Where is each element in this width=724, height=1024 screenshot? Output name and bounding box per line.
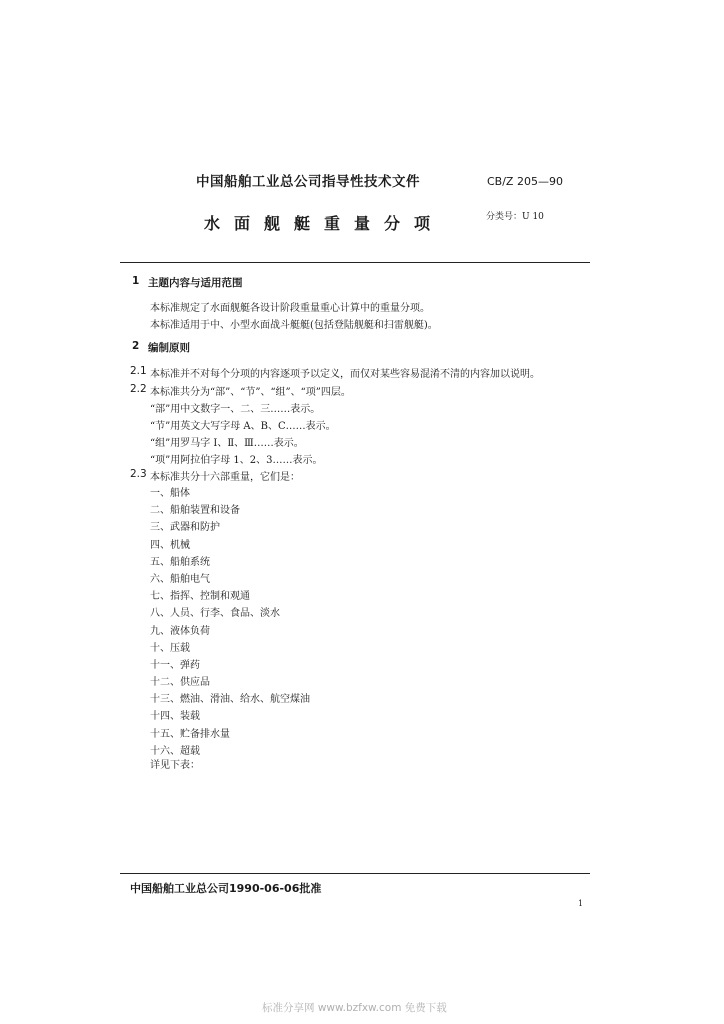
list-item: 八、人员、行李、食品、淡水 xyxy=(150,608,280,620)
list-item: 十四、装载 xyxy=(150,711,200,723)
section-2-number: 2 xyxy=(132,340,140,352)
list-item: 一、船体 xyxy=(150,488,190,499)
clause-2-3-text: 本标准共分十六部重量，它们是： xyxy=(150,472,300,483)
classification-number: 分类号：U 10 xyxy=(486,212,544,222)
list-item: 九、液体负荷 xyxy=(150,625,210,637)
list-item: 五、船舶系统 xyxy=(150,556,210,568)
list-item: 十三、燃油、滑油、给水、航空煤油 xyxy=(150,694,310,706)
issuing-organization: 中国船舶工业总公司指导性技术文件 xyxy=(196,174,420,190)
section-1-paragraph: 本标准规定了水面舰艇各设计阶段重量重心计算中的重量分项。 xyxy=(150,303,430,314)
page-number: 1 xyxy=(578,899,584,908)
section-2-heading: 编制原则 xyxy=(148,342,190,354)
weight-group-list xyxy=(150,485,310,760)
list-item: 三、武器和防护 xyxy=(150,522,220,534)
clause-2-1-number: 2.1 xyxy=(130,365,147,377)
list-item: 十二、供应品 xyxy=(150,677,210,689)
watermark-text: 标准分享网 www.bzfxw.com 免费下载 xyxy=(262,1002,447,1014)
clause-2-2-line: “组”用罗马字 Ⅰ、Ⅱ、Ⅲ……表示。 xyxy=(150,438,304,449)
list-item: 六、船舶电气 xyxy=(150,573,210,585)
list-item: 二、船舶装置和设备 xyxy=(150,505,240,517)
footer-rule xyxy=(120,873,590,874)
clause-2-2-line: “节”用英文大写字母 A、B、C……表示。 xyxy=(150,421,336,432)
clause-2-3-number: 2.3 xyxy=(130,468,147,480)
header-rule xyxy=(120,262,590,263)
section-1-paragraph: 本标准适用于中、小型水面战斗艇艇(包括登陆舰艇和扫雷舰艇)。 xyxy=(150,320,438,331)
list-item: 十一、弹药 xyxy=(150,659,200,671)
list-item: 十六、超载 xyxy=(150,745,200,757)
standard-code: CB/Z 205—90 xyxy=(487,175,563,188)
document-title: 水面舰艇重量分项 xyxy=(204,214,445,233)
clause-2-2-text: 本标准共分为“部”、“节”、“组”、“项”四层。 xyxy=(150,387,351,398)
list-item: 十五、贮备排水量 xyxy=(150,728,230,740)
clause-2-1-text: 本标准并不对每个分项的内容逐项予以定义，而仅对某些容易混淆不清的内容加以说明。 xyxy=(150,369,540,380)
list-item: 四、机械 xyxy=(150,539,190,551)
approval-line: 中国船舶工业总公司1990-06-06批准 xyxy=(130,882,322,895)
section-1-number: 1 xyxy=(132,275,140,287)
list-item: 七、指挥、控制和观通 xyxy=(150,591,250,603)
list-item: 十、压载 xyxy=(150,642,190,654)
section-1-heading: 主题内容与适用范围 xyxy=(148,277,243,289)
clause-2-2-number: 2.2 xyxy=(130,383,147,395)
clause-2-2-line: “项”用阿拉伯字母 1、2、3……表示。 xyxy=(150,455,323,466)
clause-2-2-line: “部”用中文数字一、二、三……表示。 xyxy=(150,404,321,415)
see-table-note: 详见下表： xyxy=(150,760,200,771)
